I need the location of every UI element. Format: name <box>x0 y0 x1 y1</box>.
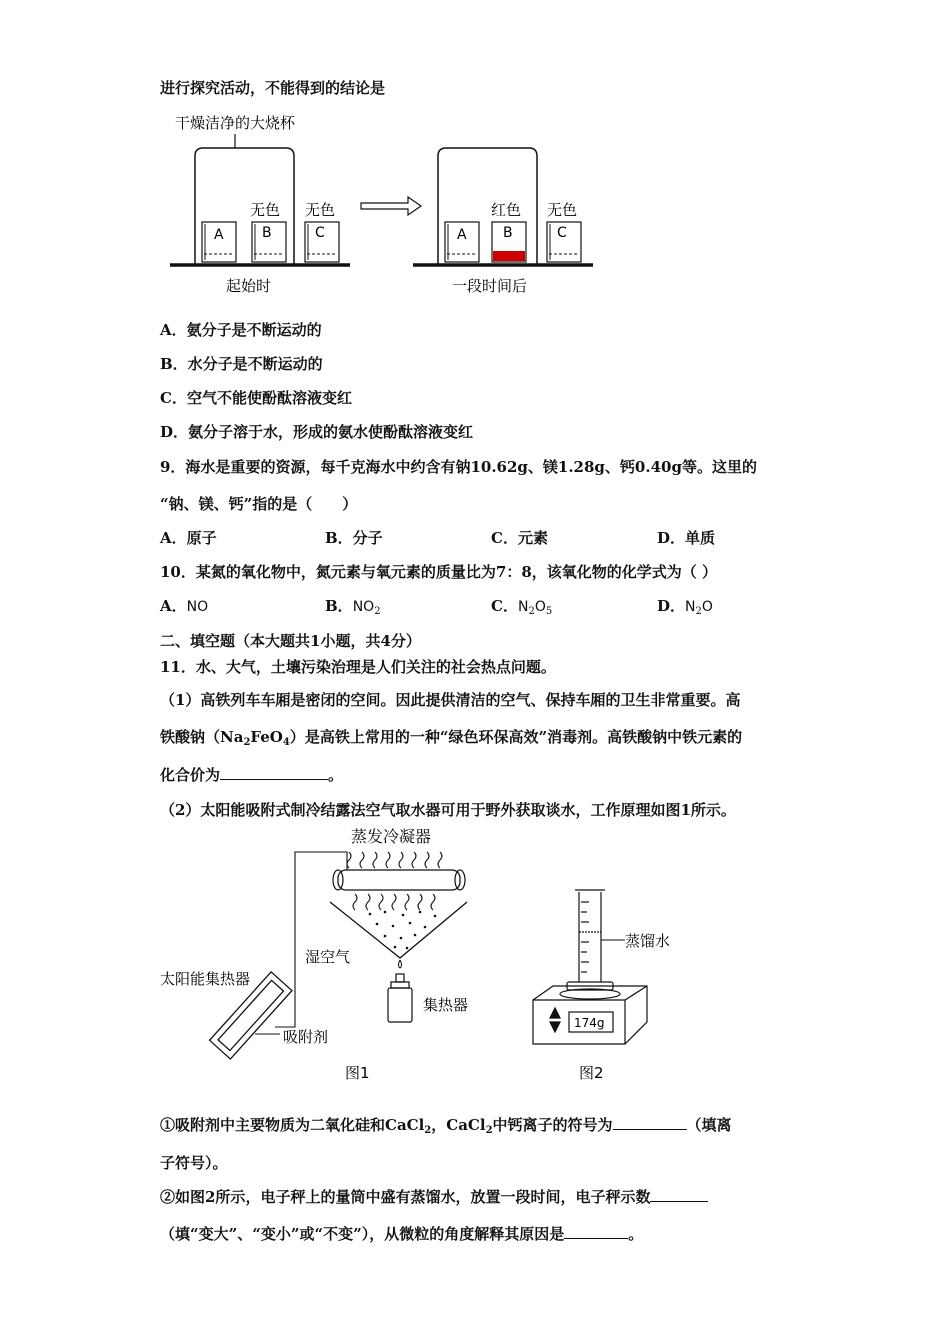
condenser-label: 蒸发冷凝器 <box>351 827 432 846</box>
section2-title: 二、填空题（本大题共1小题，共4分） <box>160 632 421 650</box>
start-label: 起始时 <box>226 277 272 295</box>
svg-text:A: A <box>214 227 224 243</box>
answer-blank-reason[interactable] <box>564 1224 628 1239</box>
beaker-a-right <box>445 222 479 262</box>
big-beaker-label: 干燥洁净的大烧杯 <box>175 114 296 132</box>
q10-stem: 10．某氮的氧化物中，氮元素与氧元素的质量比为7：8，该氧化物的化学式为（ ） <box>160 563 717 581</box>
vapor-lines-top <box>347 852 442 868</box>
figure1-caption: 图1 <box>345 1064 370 1082</box>
q10-option-a: A．NO <box>160 597 209 615</box>
pipe <box>275 852 347 1027</box>
q11-p2-line1: （2）太阳能吸附式制冷结露法空气取水器可用于野外获取谈水，工作原理如图1所示。 <box>160 801 736 819</box>
answer-blank-scale-change[interactable] <box>650 1187 708 1202</box>
answer-blank-valence[interactable] <box>220 765 328 780</box>
svg-text:A: A <box>457 227 467 243</box>
droplets <box>369 911 437 950</box>
beaker-c-right <box>547 222 581 262</box>
q9-option-c: C．元素 <box>491 529 548 547</box>
q11-p1-line3: 化合价为 。 <box>160 766 344 784</box>
q8-option-d: D．氨分子溶于水，形成的氨水使酚酞溶液变红 <box>160 423 474 441</box>
q11-p1-line1: （1）高铁列车车厢是密闭的空间。因此提供清洁的空气、保持车厢的卫生非常重要。高 <box>160 691 741 709</box>
solar-collector-label: 太阳能集热器 <box>160 970 251 988</box>
q11-stem: 11．水、大气，土壤污染治理是人们关注的社会热点问题。 <box>160 658 556 676</box>
beaker-b-right <box>492 222 526 262</box>
q8-option-a: A．氨分子是不断运动的 <box>160 321 322 339</box>
ammonia-diffusion-figure <box>160 108 600 303</box>
q11-s1-line1: ①吸附剂中主要物质为二氧化硅和CaCl$_2$，CaCl$_2$中钙离子的符号为 （填离 <box>160 1116 732 1136</box>
after-label: 一段时间后 <box>452 277 528 295</box>
wet-air-label: 湿空气 <box>305 948 351 966</box>
q9-option-d: D．单质 <box>657 529 716 547</box>
colorless-c-left: 无色 <box>305 201 336 219</box>
adsorbent-label: 吸附剂 <box>283 1028 329 1046</box>
arrow-icon <box>361 197 421 215</box>
red-label: 红色 <box>491 201 522 219</box>
q10-option-d: D．$N_2O$ <box>657 597 713 617</box>
scale-reading: 174g <box>574 1016 605 1030</box>
distilled-water-label: 蒸馏水 <box>625 932 671 950</box>
red-solution <box>493 251 525 261</box>
q11-s2-line1: ②如图2所示，电子秤上的量筒中盛有蒸馏水，放置一段时间，电子秤示数 <box>160 1186 708 1207</box>
q9-stem-line1: 9．海水是重要的资源，每千克海水中约含有钠10.62g、镁1.28g、钙0.40g等。这里的 <box>160 458 757 476</box>
water-collector <box>388 974 412 1022</box>
q8-stem: 进行探究活动，不能得到的结论是 <box>160 79 386 97</box>
q11-s1-line2: 子符号）。 <box>160 1154 228 1172</box>
beaker-a-left <box>202 222 236 262</box>
svg-text:B: B <box>262 225 272 241</box>
electronic-scale <box>533 986 647 1044</box>
collector-label: 集热器 <box>423 996 469 1014</box>
svg-text:B: B <box>503 225 513 241</box>
beaker-b-left <box>252 222 286 262</box>
q9-option-b: B．分子 <box>325 529 383 547</box>
q10-option-c: C．$N_2O_5$ <box>491 597 553 617</box>
condenser-tube <box>338 870 460 890</box>
q8-option-b: B．水分子是不断运动的 <box>160 355 323 373</box>
q8-option-c: C．空气不能使酚酞溶液变红 <box>160 389 352 407</box>
svg-text:C: C <box>315 225 325 241</box>
q9-stem-line2: “钠、镁、钙”指的是（ ） <box>160 495 358 513</box>
svg-text:C: C <box>557 225 567 241</box>
colorless-b-left: 无色 <box>250 201 281 219</box>
water-harvester-figure <box>155 822 671 1087</box>
beaker-c-left <box>305 222 339 262</box>
vapor-lines-bottom <box>353 894 435 910</box>
funnel <box>330 902 467 958</box>
colorless-c-right: 无色 <box>547 201 578 219</box>
figure2-caption: 图2 <box>579 1064 604 1082</box>
q11-s2-line2: （填“变大”、“变小”或“不变”），从微粒的角度解释其原因是 。 <box>160 1225 644 1243</box>
big-beaker-right <box>438 148 537 264</box>
q11-p1-line2: 铁酸钠$(Na_2FeO_4)$是高铁上常用的一种“绿色环保高效”消毒剂。高铁酸钠中铁元素的 <box>160 728 743 748</box>
q10-option-b: B．$NO_2$ <box>325 597 381 617</box>
q9-option-a: A．原子 <box>160 529 217 547</box>
answer-blank-calcium-ion[interactable] <box>613 1115 687 1130</box>
